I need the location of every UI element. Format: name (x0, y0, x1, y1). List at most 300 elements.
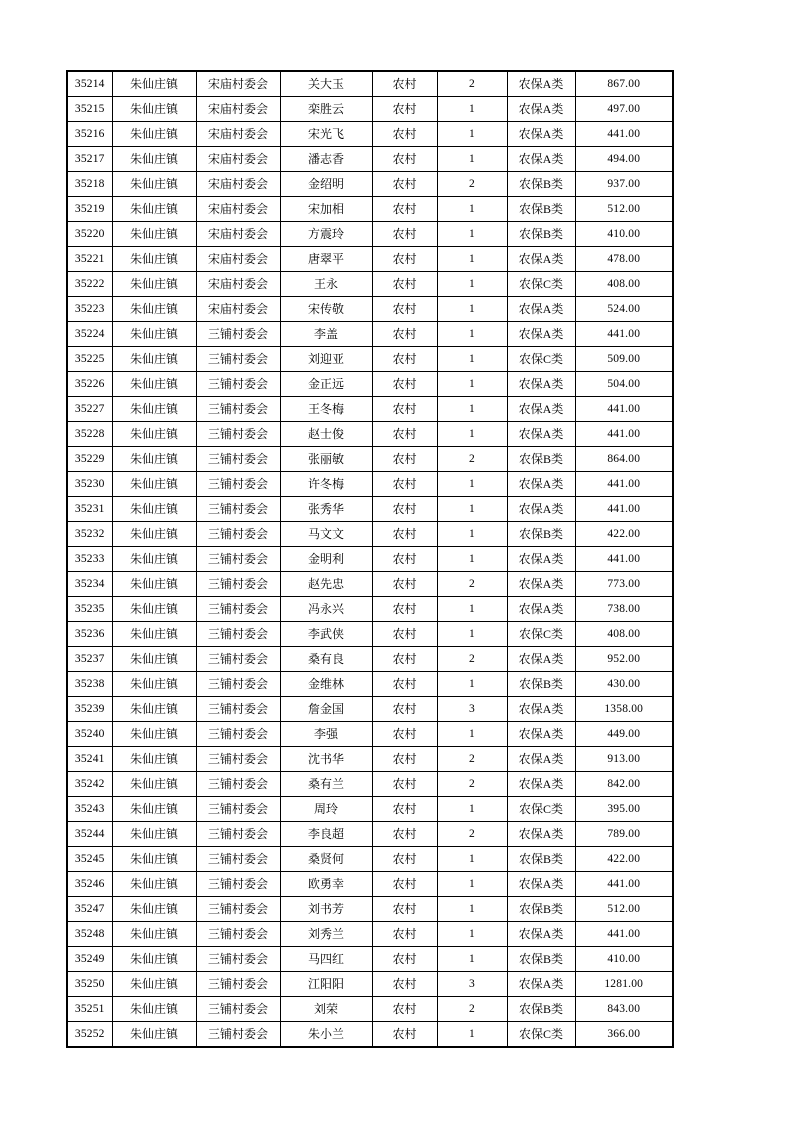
cell-record-id: 35236 (67, 622, 112, 647)
cell-person-name: 刘书芳 (280, 897, 372, 922)
cell-insurance-category: 农保A类 (507, 722, 575, 747)
cell-person-count: 3 (437, 972, 507, 997)
cell-amount: 867.00 (575, 71, 673, 97)
table-row (67, 897, 673, 922)
cell-amount: 441.00 (575, 422, 673, 447)
cell-town: 朱仙庄镇 (112, 997, 196, 1022)
cell-person-name: 李良超 (280, 822, 372, 847)
cell-person-count: 2 (437, 572, 507, 597)
table-row (67, 447, 673, 472)
cell-amount: 842.00 (575, 772, 673, 797)
cell-town: 朱仙庄镇 (112, 222, 196, 247)
table-row (67, 572, 673, 597)
cell-amount: 441.00 (575, 322, 673, 347)
cell-town: 朱仙庄镇 (112, 322, 196, 347)
cell-record-id: 35238 (67, 672, 112, 697)
cell-person-count: 1 (437, 147, 507, 172)
cell-person-name: 詹金国 (280, 697, 372, 722)
cell-person-count: 1 (437, 547, 507, 572)
cell-town: 朱仙庄镇 (112, 472, 196, 497)
cell-town: 朱仙庄镇 (112, 547, 196, 572)
cell-town: 朱仙庄镇 (112, 122, 196, 147)
cell-insurance-category: 农保B类 (507, 847, 575, 872)
table-row (67, 1022, 673, 1048)
cell-amount: 512.00 (575, 897, 673, 922)
cell-amount: 504.00 (575, 372, 673, 397)
cell-record-id: 35239 (67, 697, 112, 722)
cell-amount: 509.00 (575, 347, 673, 372)
cell-insurance-category: 农保B类 (507, 672, 575, 697)
cell-person-name: 刘荣 (280, 997, 372, 1022)
cell-town: 朱仙庄镇 (112, 622, 196, 647)
cell-person-count: 1 (437, 922, 507, 947)
cell-amount: 497.00 (575, 97, 673, 122)
table-body (67, 71, 673, 1047)
cell-person-count: 1 (437, 497, 507, 522)
cell-amount: 937.00 (575, 172, 673, 197)
cell-person-count: 1 (437, 347, 507, 372)
cell-town: 朱仙庄镇 (112, 1022, 196, 1048)
cell-village-committee: 三铺村委会 (196, 347, 280, 372)
cell-village-committee: 三铺村委会 (196, 497, 280, 522)
cell-amount: 408.00 (575, 622, 673, 647)
cell-person-name: 李强 (280, 722, 372, 747)
cell-record-id: 35218 (67, 172, 112, 197)
cell-person-count: 1 (437, 897, 507, 922)
table-row (67, 322, 673, 347)
cell-residence-type: 农村 (372, 547, 437, 572)
cell-person-name: 刘秀兰 (280, 922, 372, 947)
cell-town: 朱仙庄镇 (112, 272, 196, 297)
cell-village-committee: 宋庙村委会 (196, 197, 280, 222)
cell-person-count: 3 (437, 697, 507, 722)
cell-residence-type: 农村 (372, 722, 437, 747)
cell-amount: 913.00 (575, 747, 673, 772)
cell-village-committee: 三铺村委会 (196, 397, 280, 422)
cell-village-committee: 宋庙村委会 (196, 222, 280, 247)
cell-record-id: 35219 (67, 197, 112, 222)
cell-residence-type: 农村 (372, 672, 437, 697)
cell-village-committee: 宋庙村委会 (196, 272, 280, 297)
cell-person-name: 马文文 (280, 522, 372, 547)
cell-record-id: 35248 (67, 922, 112, 947)
cell-person-count: 1 (437, 597, 507, 622)
cell-person-count: 1 (437, 472, 507, 497)
cell-residence-type: 农村 (372, 622, 437, 647)
cell-insurance-category: 农保A类 (507, 697, 575, 722)
cell-person-name: 刘迎亚 (280, 347, 372, 372)
cell-person-name: 金维林 (280, 672, 372, 697)
cell-record-id: 35216 (67, 122, 112, 147)
cell-amount: 430.00 (575, 672, 673, 697)
cell-residence-type: 农村 (372, 947, 437, 972)
cell-town: 朱仙庄镇 (112, 947, 196, 972)
cell-person-count: 1 (437, 97, 507, 122)
cell-amount: 478.00 (575, 247, 673, 272)
cell-town: 朱仙庄镇 (112, 522, 196, 547)
cell-person-count: 1 (437, 622, 507, 647)
cell-town: 朱仙庄镇 (112, 572, 196, 597)
cell-village-committee: 宋庙村委会 (196, 297, 280, 322)
cell-insurance-category: 农保A类 (507, 872, 575, 897)
cell-person-count: 1 (437, 722, 507, 747)
cell-person-name: 桑有良 (280, 647, 372, 672)
cell-person-name: 宋传敬 (280, 297, 372, 322)
cell-town: 朱仙庄镇 (112, 197, 196, 222)
cell-record-id: 35222 (67, 272, 112, 297)
cell-insurance-category: 农保C类 (507, 622, 575, 647)
cell-person-name: 宋加相 (280, 197, 372, 222)
cell-person-name: 潘志香 (280, 147, 372, 172)
cell-residence-type: 农村 (372, 272, 437, 297)
cell-residence-type: 农村 (372, 597, 437, 622)
cell-person-name: 金正远 (280, 372, 372, 397)
cell-record-id: 35225 (67, 347, 112, 372)
cell-insurance-category: 农保A类 (507, 422, 575, 447)
cell-residence-type: 农村 (372, 822, 437, 847)
cell-residence-type: 农村 (372, 97, 437, 122)
cell-person-name: 栾胜云 (280, 97, 372, 122)
cell-record-id: 35226 (67, 372, 112, 397)
cell-insurance-category: 农保B类 (507, 197, 575, 222)
table-row (67, 947, 673, 972)
table-row (67, 372, 673, 397)
cell-record-id: 35232 (67, 522, 112, 547)
cell-person-name: 王冬梅 (280, 397, 372, 422)
cell-residence-type: 农村 (372, 347, 437, 372)
cell-town: 朱仙庄镇 (112, 97, 196, 122)
cell-amount: 864.00 (575, 447, 673, 472)
cell-amount: 410.00 (575, 222, 673, 247)
cell-insurance-category: 农保A类 (507, 71, 575, 97)
cell-residence-type: 农村 (372, 297, 437, 322)
cell-residence-type: 农村 (372, 897, 437, 922)
cell-residence-type: 农村 (372, 1022, 437, 1048)
cell-person-count: 2 (437, 447, 507, 472)
cell-insurance-category: 农保A类 (507, 647, 575, 672)
table-row (67, 122, 673, 147)
cell-person-name: 马四红 (280, 947, 372, 972)
cell-village-committee: 三铺村委会 (196, 772, 280, 797)
cell-village-committee: 三铺村委会 (196, 647, 280, 672)
cell-insurance-category: 农保A类 (507, 372, 575, 397)
cell-insurance-category: 农保A类 (507, 572, 575, 597)
cell-insurance-category: 农保A类 (507, 297, 575, 322)
cell-person-count: 1 (437, 797, 507, 822)
cell-amount: 441.00 (575, 397, 673, 422)
cell-record-id: 35242 (67, 772, 112, 797)
cell-record-id: 35214 (67, 71, 112, 97)
cell-record-id: 35251 (67, 997, 112, 1022)
cell-insurance-category: 农保A类 (507, 122, 575, 147)
cell-town: 朱仙庄镇 (112, 747, 196, 772)
cell-village-committee: 三铺村委会 (196, 797, 280, 822)
cell-amount: 408.00 (575, 272, 673, 297)
cell-person-name: 桑贤何 (280, 847, 372, 872)
table-row (67, 97, 673, 122)
table-row (67, 197, 673, 222)
cell-amount: 441.00 (575, 922, 673, 947)
cell-record-id: 35220 (67, 222, 112, 247)
cell-residence-type: 农村 (372, 522, 437, 547)
cell-town: 朱仙庄镇 (112, 147, 196, 172)
cell-insurance-category: 农保A类 (507, 472, 575, 497)
cell-residence-type: 农村 (372, 372, 437, 397)
cell-insurance-category: 农保A类 (507, 822, 575, 847)
cell-person-count: 1 (437, 522, 507, 547)
cell-person-name: 桑有兰 (280, 772, 372, 797)
cell-town: 朱仙庄镇 (112, 672, 196, 697)
cell-amount: 441.00 (575, 472, 673, 497)
cell-person-count: 1 (437, 872, 507, 897)
cell-insurance-category: 农保A类 (507, 747, 575, 772)
cell-village-committee: 三铺村委会 (196, 672, 280, 697)
cell-village-committee: 三铺村委会 (196, 922, 280, 947)
cell-town: 朱仙庄镇 (112, 647, 196, 672)
table-row (67, 647, 673, 672)
cell-village-committee: 三铺村委会 (196, 522, 280, 547)
cell-town: 朱仙庄镇 (112, 972, 196, 997)
cell-insurance-category: 农保A类 (507, 497, 575, 522)
cell-person-name: 方震玲 (280, 222, 372, 247)
cell-village-committee: 三铺村委会 (196, 597, 280, 622)
cell-amount: 410.00 (575, 947, 673, 972)
cell-insurance-category: 农保A类 (507, 597, 575, 622)
cell-village-committee: 三铺村委会 (196, 472, 280, 497)
cell-record-id: 35229 (67, 447, 112, 472)
cell-person-count: 2 (437, 71, 507, 97)
cell-amount: 773.00 (575, 572, 673, 597)
cell-record-id: 35224 (67, 322, 112, 347)
cell-town: 朱仙庄镇 (112, 372, 196, 397)
cell-village-committee: 三铺村委会 (196, 822, 280, 847)
cell-village-committee: 三铺村委会 (196, 997, 280, 1022)
cell-record-id: 35237 (67, 647, 112, 672)
cell-residence-type: 农村 (372, 647, 437, 672)
cell-record-id: 35223 (67, 297, 112, 322)
cell-amount: 494.00 (575, 147, 673, 172)
table-row (67, 397, 673, 422)
cell-town: 朱仙庄镇 (112, 822, 196, 847)
cell-person-count: 1 (437, 322, 507, 347)
cell-village-committee: 宋庙村委会 (196, 172, 280, 197)
cell-town: 朱仙庄镇 (112, 847, 196, 872)
cell-record-id: 35228 (67, 422, 112, 447)
cell-village-committee: 三铺村委会 (196, 897, 280, 922)
cell-residence-type: 农村 (372, 972, 437, 997)
cell-record-id: 35241 (67, 747, 112, 772)
cell-residence-type: 农村 (372, 472, 437, 497)
table-row (67, 822, 673, 847)
cell-village-committee: 三铺村委会 (196, 372, 280, 397)
cell-person-name: 关大玉 (280, 71, 372, 97)
cell-residence-type: 农村 (372, 872, 437, 897)
cell-town: 朱仙庄镇 (112, 872, 196, 897)
cell-record-id: 35240 (67, 722, 112, 747)
cell-amount: 422.00 (575, 522, 673, 547)
cell-person-name: 金绍明 (280, 172, 372, 197)
table-row (67, 547, 673, 572)
cell-village-committee: 三铺村委会 (196, 572, 280, 597)
cell-village-committee: 三铺村委会 (196, 747, 280, 772)
cell-residence-type: 农村 (372, 697, 437, 722)
cell-amount: 441.00 (575, 547, 673, 572)
cell-residence-type: 农村 (372, 172, 437, 197)
cell-insurance-category: 农保B类 (507, 522, 575, 547)
cell-person-name: 张秀华 (280, 497, 372, 522)
cell-record-id: 35217 (67, 147, 112, 172)
cell-residence-type: 农村 (372, 247, 437, 272)
cell-insurance-category: 农保C类 (507, 1022, 575, 1048)
cell-residence-type: 农村 (372, 922, 437, 947)
cell-record-id: 35235 (67, 597, 112, 622)
cell-record-id: 35230 (67, 472, 112, 497)
cell-person-count: 1 (437, 947, 507, 972)
cell-insurance-category: 农保A类 (507, 547, 575, 572)
cell-person-name: 赵士俊 (280, 422, 372, 447)
cell-person-name: 唐翠平 (280, 247, 372, 272)
cell-person-name: 朱小兰 (280, 1022, 372, 1048)
cell-person-count: 2 (437, 772, 507, 797)
table-row (67, 472, 673, 497)
table-row (67, 272, 673, 297)
cell-village-committee: 宋庙村委会 (196, 147, 280, 172)
cell-person-name: 冯永兴 (280, 597, 372, 622)
cell-person-count: 2 (437, 172, 507, 197)
cell-insurance-category: 农保A类 (507, 322, 575, 347)
cell-person-name: 许冬梅 (280, 472, 372, 497)
cell-person-count: 1 (437, 372, 507, 397)
cell-town: 朱仙庄镇 (112, 922, 196, 947)
cell-amount: 395.00 (575, 797, 673, 822)
cell-town: 朱仙庄镇 (112, 447, 196, 472)
cell-insurance-category: 农保A类 (507, 972, 575, 997)
cell-person-count: 2 (437, 997, 507, 1022)
cell-residence-type: 农村 (372, 997, 437, 1022)
cell-insurance-category: 农保B类 (507, 172, 575, 197)
table-row (67, 71, 673, 97)
cell-record-id: 35231 (67, 497, 112, 522)
table-row (67, 772, 673, 797)
cell-town: 朱仙庄镇 (112, 247, 196, 272)
cell-town: 朱仙庄镇 (112, 697, 196, 722)
cell-insurance-category: 农保A类 (507, 397, 575, 422)
cell-record-id: 35234 (67, 572, 112, 597)
table-row (67, 972, 673, 997)
cell-record-id: 35247 (67, 897, 112, 922)
cell-record-id: 35227 (67, 397, 112, 422)
cell-town: 朱仙庄镇 (112, 347, 196, 372)
cell-village-committee: 三铺村委会 (196, 422, 280, 447)
cell-village-committee: 宋庙村委会 (196, 122, 280, 147)
cell-amount: 843.00 (575, 997, 673, 1022)
cell-person-name: 周玲 (280, 797, 372, 822)
cell-insurance-category: 农保B类 (507, 897, 575, 922)
table-row (67, 147, 673, 172)
cell-residence-type: 农村 (372, 497, 437, 522)
cell-record-id: 35215 (67, 97, 112, 122)
cell-insurance-category: 农保A类 (507, 772, 575, 797)
cell-residence-type: 农村 (372, 322, 437, 347)
table-row (67, 847, 673, 872)
cell-village-committee: 宋庙村委会 (196, 247, 280, 272)
cell-insurance-category: 农保B类 (507, 447, 575, 472)
cell-amount: 738.00 (575, 597, 673, 622)
table-row (67, 922, 673, 947)
cell-residence-type: 农村 (372, 772, 437, 797)
cell-insurance-category: 农保C类 (507, 347, 575, 372)
cell-town: 朱仙庄镇 (112, 422, 196, 447)
cell-town: 朱仙庄镇 (112, 71, 196, 97)
cell-person-count: 1 (437, 297, 507, 322)
table-row (67, 247, 673, 272)
cell-person-count: 2 (437, 747, 507, 772)
cell-residence-type: 农村 (372, 222, 437, 247)
cell-person-name: 张丽敏 (280, 447, 372, 472)
table-row (67, 522, 673, 547)
cell-person-count: 1 (437, 672, 507, 697)
cell-village-committee: 三铺村委会 (196, 547, 280, 572)
benefits-table (66, 70, 674, 1048)
cell-town: 朱仙庄镇 (112, 772, 196, 797)
cell-insurance-category: 农保A类 (507, 97, 575, 122)
cell-village-committee: 宋庙村委会 (196, 71, 280, 97)
cell-amount: 524.00 (575, 297, 673, 322)
cell-record-id: 35245 (67, 847, 112, 872)
cell-record-id: 35252 (67, 1022, 112, 1048)
cell-amount: 441.00 (575, 122, 673, 147)
cell-person-name: 金明利 (280, 547, 372, 572)
cell-residence-type: 农村 (372, 847, 437, 872)
cell-insurance-category: 农保B类 (507, 997, 575, 1022)
cell-village-committee: 三铺村委会 (196, 947, 280, 972)
table-row (67, 422, 673, 447)
cell-town: 朱仙庄镇 (112, 397, 196, 422)
cell-village-committee: 三铺村委会 (196, 1022, 280, 1048)
cell-amount: 366.00 (575, 1022, 673, 1048)
cell-village-committee: 三铺村委会 (196, 972, 280, 997)
cell-amount: 441.00 (575, 497, 673, 522)
cell-person-name: 江阳阳 (280, 972, 372, 997)
cell-insurance-category: 农保B类 (507, 947, 575, 972)
cell-person-name: 欧勇幸 (280, 872, 372, 897)
cell-village-committee: 宋庙村委会 (196, 97, 280, 122)
cell-insurance-category: 农保C类 (507, 272, 575, 297)
table-row (67, 497, 673, 522)
cell-person-name: 赵先忠 (280, 572, 372, 597)
cell-residence-type: 农村 (372, 447, 437, 472)
cell-amount: 952.00 (575, 647, 673, 672)
table-row (67, 722, 673, 747)
cell-person-count: 1 (437, 197, 507, 222)
cell-residence-type: 农村 (372, 422, 437, 447)
cell-person-name: 李武侠 (280, 622, 372, 647)
cell-village-committee: 三铺村委会 (196, 847, 280, 872)
cell-person-count: 1 (437, 247, 507, 272)
cell-person-count: 2 (437, 647, 507, 672)
table-row (67, 222, 673, 247)
cell-insurance-category: 农保A类 (507, 247, 575, 272)
cell-village-committee: 三铺村委会 (196, 322, 280, 347)
cell-insurance-category: 农保C类 (507, 797, 575, 822)
cell-amount: 789.00 (575, 822, 673, 847)
cell-town: 朱仙庄镇 (112, 897, 196, 922)
cell-person-count: 1 (437, 422, 507, 447)
cell-village-committee: 三铺村委会 (196, 872, 280, 897)
cell-residence-type: 农村 (372, 797, 437, 822)
cell-insurance-category: 农保B类 (507, 222, 575, 247)
cell-person-name: 李盖 (280, 322, 372, 347)
